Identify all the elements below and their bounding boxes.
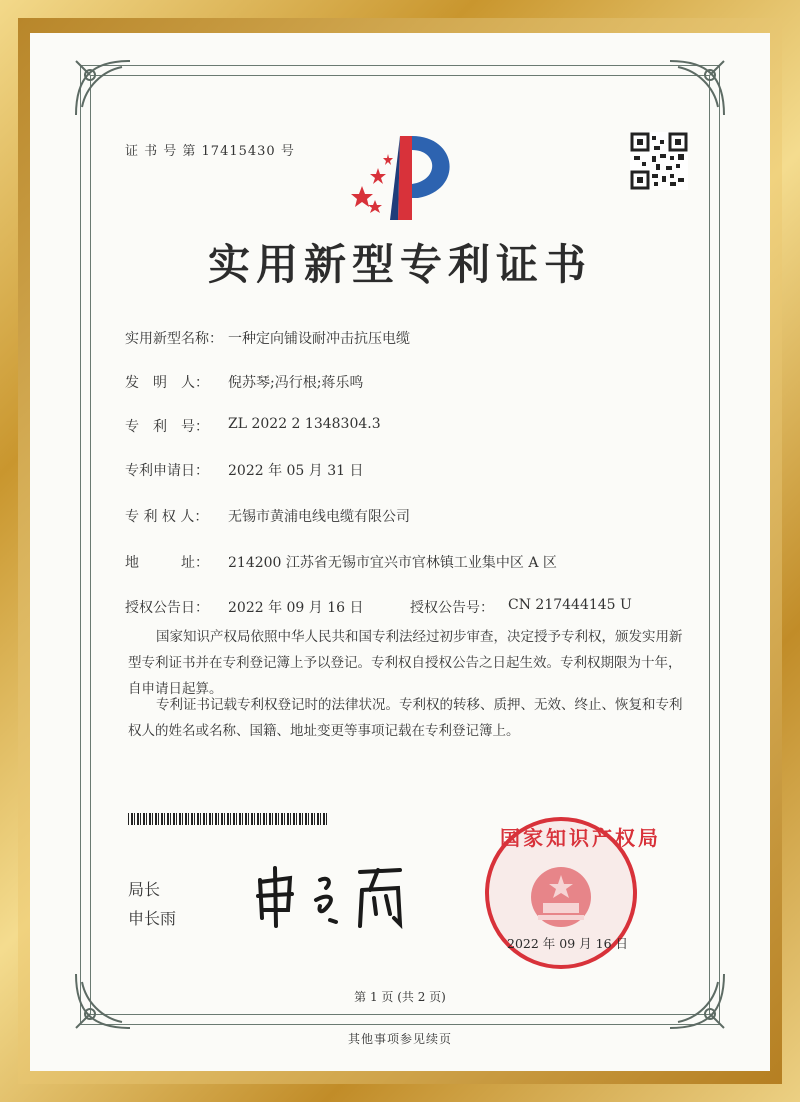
address-label: 地 址： bbox=[125, 555, 209, 571]
owner-value: 无锡市黄浦电线电缆有限公司 bbox=[228, 509, 410, 525]
grant-date-label: 授权公告日： bbox=[125, 600, 209, 616]
patent-number-value: ZL 2022 2 1348304.3 bbox=[228, 416, 381, 432]
signature-icon bbox=[250, 860, 415, 930]
inventor-value: 倪苏琴;冯行根;蒋乐鸣 bbox=[228, 375, 364, 391]
grant-number-value: CN 217444145 U bbox=[508, 597, 632, 613]
inventor-label: 发 明 人： bbox=[125, 375, 209, 391]
cnipa-logo-icon bbox=[340, 128, 465, 228]
name-label: 实用新型名称： bbox=[125, 331, 223, 347]
address-value: 214200 江苏省无锡市宜兴市官林镇工业集中区 A 区 bbox=[228, 555, 557, 571]
legal-status-paragraph: 专利证书记载专利权登记时的法律状况。专利权的转移、质押、无效、终止、恢复和专利权人的姓名或名称、国籍、地址变更等事项记载在专利登记簿上。 bbox=[128, 697, 683, 739]
certificate-title: 实用新型专利证书 bbox=[207, 240, 592, 289]
patent-number-label: 专 利 号： bbox=[125, 419, 209, 435]
corner-ornament-icon bbox=[666, 57, 728, 119]
owner-label: 专 利 权 人： bbox=[125, 509, 209, 525]
grant-number-label: 授权公告号： bbox=[410, 600, 494, 616]
seal-date: 2022 年 09 月 16 日 bbox=[507, 936, 628, 951]
qr-code-icon bbox=[630, 132, 688, 190]
filing-date-label: 专利申请日： bbox=[125, 463, 209, 479]
filing-date-value: 2022 年 05 月 31 日 bbox=[228, 463, 364, 479]
grant-paragraph: 国家知识产权局依照中华人民共和国专利法经过初步审查，决定授予专利权，颁发实用新型专利证书并在专利登记簿上予以登记。专利权自授权公告之日起生效。专利权期限为十年，自申请日起算。 bbox=[128, 629, 683, 697]
page-info: 第 1 页 (共 2 页) bbox=[354, 990, 446, 1004]
name-value: 一种定向铺设耐冲击抗压电缆 bbox=[228, 331, 410, 347]
footer-note: 其他事项参见续页 bbox=[347, 1032, 452, 1046]
director-title: 局长 bbox=[128, 880, 161, 899]
seal-text: 国家知识产权局 bbox=[500, 826, 661, 850]
grant-date-value: 2022 年 09 月 16 日 bbox=[228, 600, 364, 616]
corner-ornament-icon bbox=[72, 57, 134, 119]
barcode-strip bbox=[128, 813, 328, 825]
director-name: 申长雨 bbox=[128, 909, 177, 928]
certificate-number: 证 书 号 第 17415430 号 bbox=[125, 144, 295, 159]
